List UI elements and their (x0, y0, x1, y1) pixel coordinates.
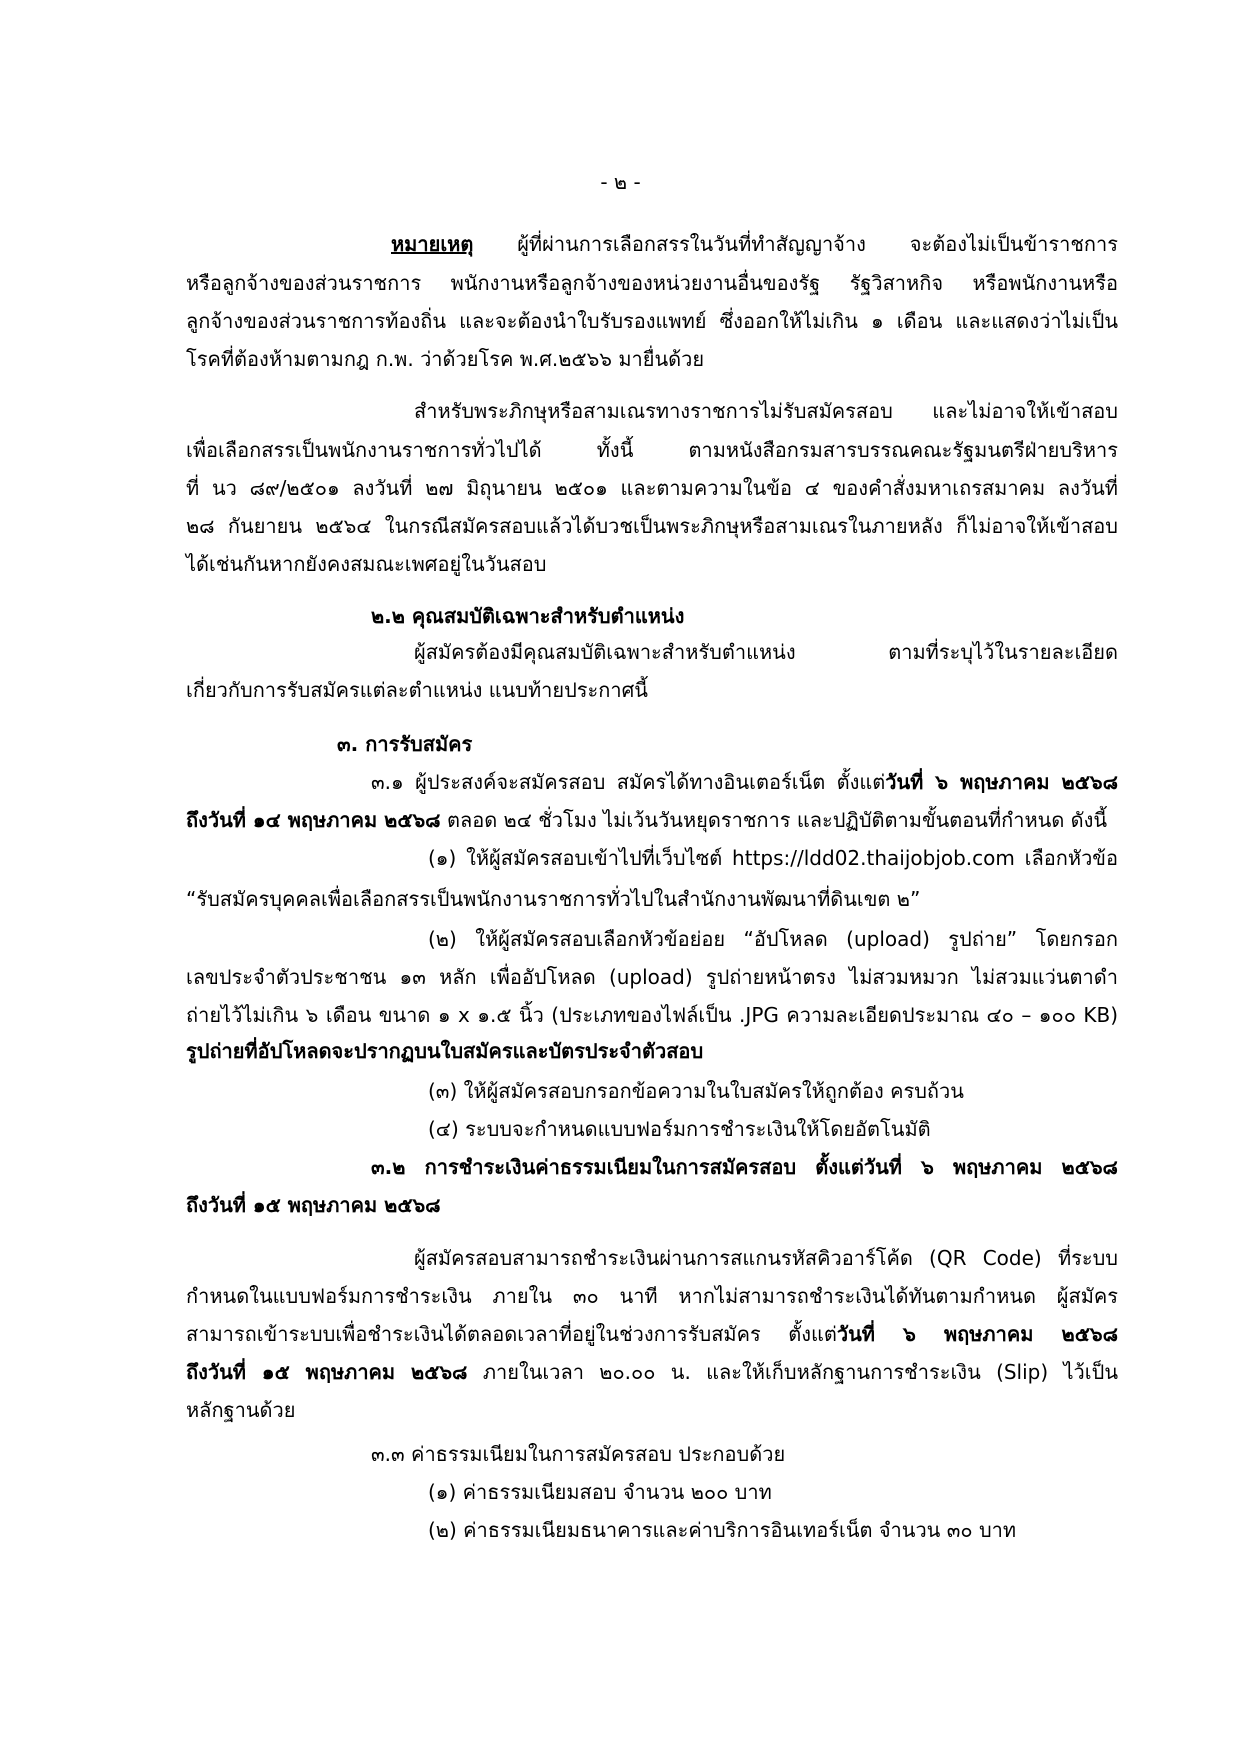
monk-line-4: ๒๘ กันยายน ๒๕๖๔ ในกรณีสมัครสอบแล้วได้บวชเป็นพระภิกษุหรือสามเณรในภายหลัง ก็ไม่อาจให้เข้าสอบ (186, 514, 1118, 538)
section-3-1-start-date: วันที่ ๖ พฤษภาคม ๒๕๖๘ (885, 770, 1118, 794)
item-2-line-2: เลขประจำตัวประชาชน ๑๓ หลัก เพื่ออัปโหลด (upload) รูปถ่ายหน้าตรง ไม่สวมหมวก ไม่สวมแว่นตาดำ (186, 965, 1118, 989)
item-3: (๓) ให้ผู้สมัครสอบกรอกข้อความในใบสมัครให้ถูกต้อง ครบถ้วน (428, 1079, 964, 1103)
item-2-line-4: รูปถ่ายที่อัปโหลดจะปรากฏบนใบสมัครและบัตรประจำตัวสอบ (186, 1039, 704, 1063)
monk-line-5: ได้เช่นกันหากยังคงสมณะเพศอยู่ในวันสอบ (186, 552, 547, 576)
note-label: หมายเหตุ (391, 232, 474, 256)
item-2-line-3: ถ่ายไว้ไม่เกิน ๖ เดือน ขนาด ๑ x ๑.๕ นิ้ว (ประเภทของไฟล์เป็น .JPG ความละเอียดประมาณ ๔๐ – ๑๐๐ KB) (186, 1003, 1118, 1027)
section-2-2-line-1: ผู้สมัครต้องมีคุณสมบัติเฉพาะสำหรับตำแหน่ง ตามที่ระบุไว้ในรายละเอียด (414, 640, 1118, 664)
section-3-2-end-date: ถึงวันที่ ๑๕ พฤษภาคม ๒๕๖๘ (186, 1360, 468, 1384)
section-3-2-para-line-4-text: ภายในเวลา ๒๐.๐๐ น. และให้เก็บหลักฐานการชำระเงิน (Slip) ไว้เป็น (467, 1360, 1118, 1384)
section-2-2-line-2: เกี่ยวกับการรับสมัครแต่ละตำแหน่ง แนบท้ายประกาศนี้ (186, 678, 648, 702)
section-3-2-heading-line-2: ถึงวันที่ ๑๕ พฤษภาคม ๒๕๖๘ (186, 1193, 441, 1217)
note-line-1 (391, 229, 1118, 259)
section-3-1-line-1 (371, 767, 1118, 797)
monk-line-1: สำหรับพระภิกษุหรือสามเณรทางราชการไม่รับสมัครสอบ และไม่อาจให้เข้าสอบ (414, 399, 1118, 423)
section-3-1-end-date: ถึงวันที่ ๑๔ พฤษภาคม ๒๕๖๘ (186, 808, 441, 832)
section-3-2-para-line-3 (186, 1319, 1118, 1349)
section-3-1-line-1-text: ๓.๑ ผู้ประสงค์จะสมัครสอบ สมัครได้ทางอินเตอร์เน็ต ตั้งแต่ (371, 770, 886, 794)
section-3-heading: ๓. การรับสมัคร (337, 732, 473, 756)
section-3-2-para-line-1: ผู้สมัครสอบสามารถชำระเงินผ่านการสแกนรหัสคิวอาร์โค้ด (QR Code) ที่ระบบ (414, 1246, 1118, 1270)
section-3-3-item-2: (๒) ค่าธรรมเนียมธนาคารและค่าบริการอินเทอร์เน็ต จำนวน ๓๐ บาท (428, 1518, 1017, 1542)
section-3-3-line-1: ๓.๓ ค่าธรรมเนียมในการสมัครสอบ ประกอบด้วย (371, 1442, 786, 1466)
section-2-2-heading: ๒.๒ คุณสมบัติเฉพาะสำหรับตำแหน่ง (371, 604, 685, 628)
section-3-3-item-1: (๑) ค่าธรรมเนียมสอบ จำนวน ๒๐๐ บาท (428, 1480, 772, 1504)
note-line-3: ลูกจ้างของส่วนราชการท้องถิ่น และจะต้องนำใบรับรองแพทย์ ซึ่งออกให้ไม่เกิน ๑ เดือน และแสดงว่าไม่เป็น (186, 309, 1118, 333)
item-1-line-2: “รับสมัครบุคคลเพื่อเลือกสรรเป็นพนักงานราชการทั่วไปในสำนักงานพัฒนาที่ดินเขต ๒” (186, 887, 921, 911)
section-3-1-line-2-text: ตลอด ๒๔ ชั่วโมง ไม่เว้นวันหยุดราชการ และปฏิบัติตามขั้นตอนที่กำหนด ดังนี้ (440, 808, 1108, 832)
item-2-line-1: (๒) ให้ผู้สมัครสอบเลือกหัวข้อย่อย “อัปโหลด (upload) รูปถ่าย” โดยกรอก (428, 927, 1118, 951)
section-3-2-heading-line-1: ๓.๒ การชำระเงินค่าธรรมเนียมในการสมัครสอบ ตั้งแต่วันที่ ๖ พฤษภาคม ๒๕๖๘ (371, 1155, 1118, 1179)
section-3-2-para-line-2: กำหนดในแบบฟอร์มการชำระเงิน ภายใน ๓๐ นาที หากไม่สามารถชำระเงินได้ทันตามกำหนด ผู้สมัคร (186, 1284, 1118, 1308)
page-number: - ๒ - (600, 170, 641, 194)
section-3-2-start-date: วันที่ ๖ พฤษภาคม ๒๕๖๘ (836, 1322, 1118, 1346)
item-1-line-1: (๑) ให้ผู้สมัครสอบเข้าไปที่เว็บไซต์ https://ldd02.thaijobjob.com เลือกหัวข้อ (428, 846, 1118, 870)
section-3-2-para-line-5: หลักฐานด้วย (186, 1398, 296, 1422)
item-4: (๔) ระบบจะกำหนดแบบฟอร์มการชำระเงินให้โดยอัตโนมัติ (428, 1117, 931, 1141)
monk-line-2: เพื่อเลือกสรรเป็นพนักงานราชการทั่วไปได้ ทั้งนี้ ตามหนังสือกรมสารบรรณคณะรัฐมนตรีฝ่ายบริหาร (186, 438, 1118, 462)
note-line-4: โรคที่ต้องห้ามตามกฎ ก.พ. ว่าด้วยโรค พ.ศ.๒๕๖๖ มายื่นด้วย (186, 347, 705, 371)
section-3-2-para-line-3-text: สามารถเข้าระบบเพื่อชำระเงินได้ตลอดเวลาที่อยู่ในช่วงการรับสมัคร ตั้งแต่ (186, 1322, 837, 1346)
section-3-2-para-line-4 (186, 1357, 1118, 1387)
section-3-1-line-2 (186, 805, 1107, 835)
note-line-1-text: ผู้ที่ผ่านการเลือกสรรในวันที่ทำสัญญาจ้าง จะต้องไม่เป็นข้าราชการ (473, 232, 1118, 256)
note-line-2: หรือลูกจ้างของส่วนราชการ พนักงานหรือลูกจ้างของหน่วยงานอื่นของรัฐ รัฐวิสาหกิจ หรือพนักงานหรือ (186, 271, 1118, 295)
monk-line-3: ที่ นว ๘๙/๒๕๐๑ ลงวันที่ ๒๗ มิถุนายน ๒๕๐๑ และตามความในข้อ ๔ ของคำสั่งมหาเถรสมาคม ลงวันที่ (186, 476, 1118, 500)
